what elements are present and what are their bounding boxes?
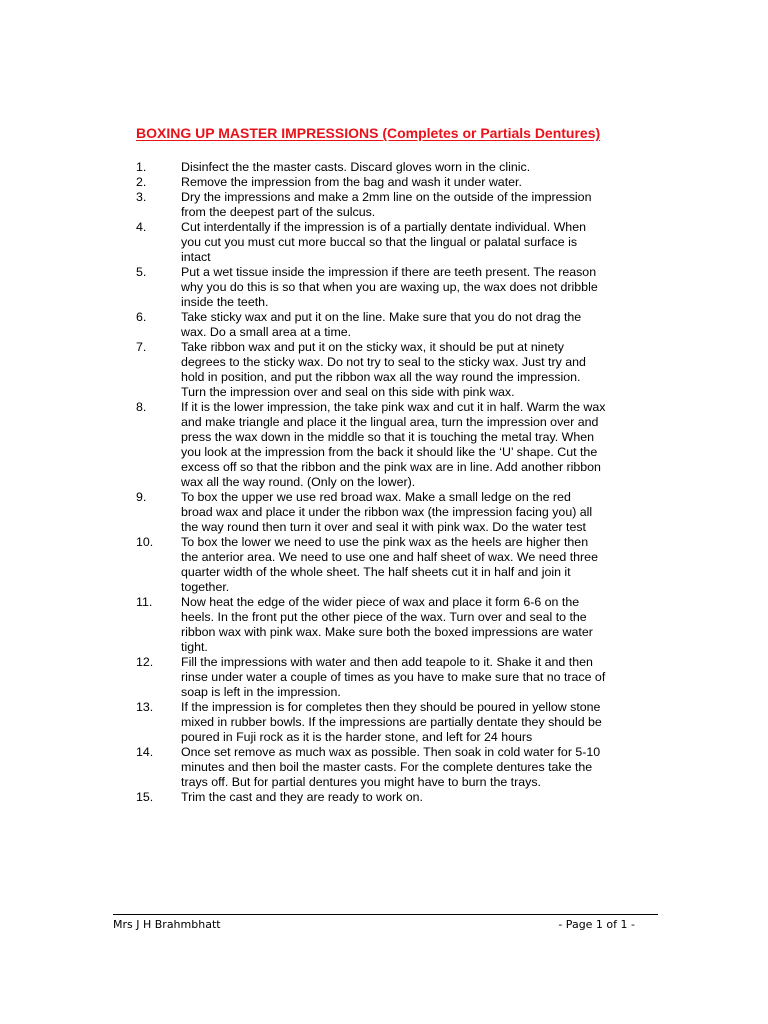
list-item (136, 190, 666, 220)
step-number: 6. (136, 310, 147, 324)
step-text: Now heat the edge of the wider piece of wax and place it form 6-6 on the heels. In the front put the other piece of the wax. Turn over and seal to the ribbon wax with pink wax. Make sure both the boxed impressions are water tight. (181, 595, 593, 654)
list-item (136, 175, 666, 190)
step-text: Dry the impressions and make a 2mm line on the outside of the impression from the deepest part of the sulcus. (181, 190, 592, 219)
step-text: Cut interdentally if the impression is of a partially dentate individual. When you cut you must cut more buccal so that the lingual or palatal surface is intact (181, 220, 586, 264)
step-text: Remove the impression from the bag and wash it under water. (181, 175, 522, 189)
list-item (136, 310, 666, 340)
step-number: 15. (136, 790, 154, 804)
step-text: Take ribbon wax and put it on the sticky wax, it should be put at ninety degrees to the sticky wax. Do not try to seal to the sticky wax. Just try and hold in position, and put the ribbon wax all the way round the impression. Turn the impression over and seal on this side with pink wax. (181, 340, 586, 399)
step-number: 2. (136, 175, 147, 189)
step-number: 4. (136, 220, 147, 234)
step-text: Once set remove as much wax as possible. Then soak in cold water for 5-10 minutes and then boil the master casts. For the complete dentures take the trays off. But for partial dentures you might have to burn the trays. (181, 745, 601, 789)
steps-list (136, 160, 666, 805)
step-number: 10. (136, 535, 154, 549)
step-text: To box the lower we need to use the pink wax as the heels are higher then the anterior area. We need to use one and half sheet of wax. We need three quarter width of the whole sheet. The half sheets cut it in half and join it together. (181, 535, 598, 594)
list-item (136, 265, 666, 310)
step-text: Trim the cast and they are ready to work on. (181, 790, 423, 804)
step-number: 1. (136, 160, 147, 174)
list-item (136, 595, 666, 655)
list-item (136, 340, 666, 400)
list-item (136, 655, 666, 700)
list-item (136, 490, 666, 535)
step-number: 9. (136, 490, 147, 504)
step-number: 3. (136, 190, 147, 204)
document-title: BOXING UP MASTER IMPRESSIONS (Completes or Partials Dentures) (136, 125, 601, 141)
step-text: Put a wet tissue inside the impression if there are teeth present. The reason why you do this is so that when you are waxing up, the wax does not dribble inside the teeth. (181, 265, 598, 309)
step-text: If it is the lower impression, the take pink wax and cut it in half. Warm the wax and make triangle and place it the lingual area, turn the impression over and press the wax down in the middle so that it is touching the metal tray. When you look at the impression from the back it should like the ‘U’ shape. Cut the excess off so that the ribbon and the pink wax are in line. Add another ribbon wax all the way round. (Only on the lower). (181, 400, 606, 489)
step-text: To box the upper we use red broad wax. Make a small ledge on the red broad wax and place it under the ribbon wax (the impression facing you) all the way round then turn it over and seal it with pink wax. Do the water test (181, 490, 593, 534)
step-text: Take sticky wax and put it on the line. Make sure that you do not drag the wax. Do a small area at a time. (181, 310, 582, 339)
footer-page-number: - Page 1 of 1 - (558, 918, 635, 931)
list-item (136, 400, 666, 490)
list-item (136, 700, 666, 745)
step-text: If the impression is for completes then they should be poured in yellow stone mixed in rubber bowls. If the impressions are partially dentate they should be poured in Fuji rock as it is the harder stone, and left for 24 hours (181, 700, 602, 744)
step-number: 12. (136, 655, 154, 669)
step-number: 11. (136, 595, 153, 609)
step-text: Fill the impressions with water and then add teapole to it. Shake it and then rinse under water a couple of times as you have to make sure that no trace of soap is left in the impression. (181, 655, 606, 699)
step-number: 7. (136, 340, 147, 354)
footer-divider (113, 914, 658, 915)
step-number: 5. (136, 265, 147, 279)
step-number: 13. (136, 700, 154, 714)
list-item (136, 535, 666, 595)
footer-author: Mrs J H Brahmbhatt (113, 918, 221, 931)
list-item (136, 160, 666, 175)
list-item (136, 745, 666, 790)
step-text: Disinfect the the master casts. Discard gloves worn in the clinic. (181, 160, 531, 174)
list-item (136, 220, 666, 265)
list-item (136, 790, 666, 805)
step-number: 14. (136, 745, 154, 759)
step-number: 8. (136, 400, 147, 414)
